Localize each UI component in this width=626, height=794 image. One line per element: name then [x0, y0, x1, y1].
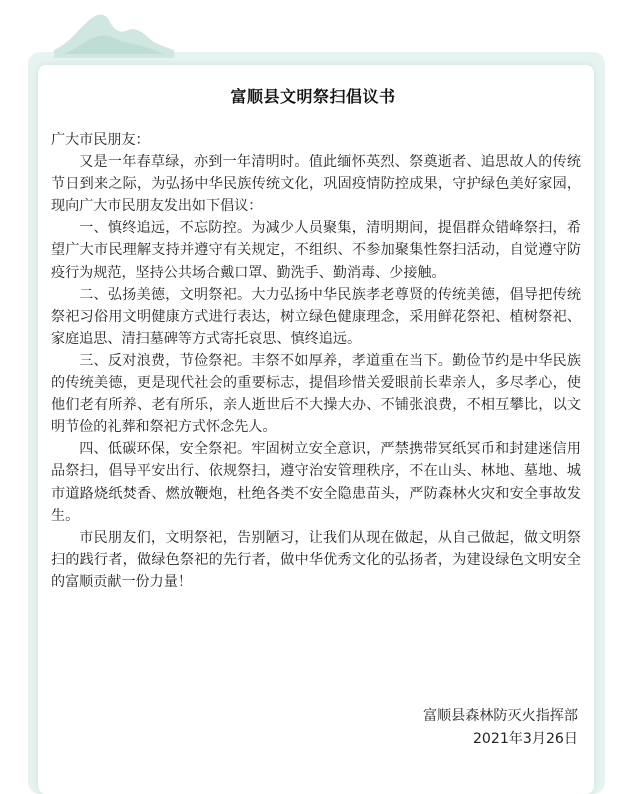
paragraph-closing: 市民朋友们，文明祭祀，告别陋习，让我们从现在做起，从自己做起，做文明祭扫的践行者，做绿色祭祀的先行者，做中华优秀文化的弘扬者，为建设绿色文明安全的富顺贡献一份力量！: [51, 529, 581, 590]
document-body: [51, 129, 581, 593]
signature-block: [423, 705, 578, 750]
paragraph-intro: 又是一年春草绿，亦到一年清明时。值此缅怀英烈、祭奠逝者、追思故人的传统节日到来之际，为弘扬中华民族传统文化，巩固疫情防控成果，守护绿色美好家园，现向广大市民朋友发出如下倡议：: [51, 154, 581, 215]
paragraph-item-4: 四、低碳环保，安全祭祀。牢固树立安全意识，严禁携带冥纸冥币和封建迷信用品祭扫，倡导平安出行、依规祭扫，遵守治安管理秩序，不在山头、林地、墓地、城市道路烧纸焚香、燃放鞭炮，杜绝各类不安全隐患苗头，严防森林火灾和安全事故发生。: [51, 441, 581, 524]
paragraph-item-1: 一、慎终追远，不忘防控。为减少人员聚集，清明期间，提倡群众错峰祭扫，希望广大市民理解支持并遵守有关规定，不组织、不参加聚集性祭扫活动，自觉遵守防疫行为规范，坚持公共场合戴口罩、勤洗手、勤消毒、少接触。: [51, 220, 581, 281]
paragraph-item-3: 三、反对浪费，节俭祭祀。丰祭不如厚养，孝道重在当下。勤俭节约是中华民族的传统美德，更是现代社会的重要标志，提倡珍惜关爱眼前长辈亲人，多尽孝心，使他们老有所养、老有所乐，亲人逝世后不大操大办、不铺张浪费，不相互攀比，以文明节俭的礼葬和祭祀方式怀念先人。: [51, 352, 581, 436]
paragraph-item-2: 二、弘扬美德，文明祭祀。大力弘扬中华民族孝老尊贤的传统美德，倡导把传统祭祀习俗用文明健康方式进行表达，树立绿色健康理念，采用鲜花祭祀、植树祭祀、家庭追思、清扫墓碑等方式寄托哀思、慎终追远。: [51, 286, 581, 347]
salutation: 广大市民朋友：: [51, 132, 150, 148]
signature-organization: 富顺县森林防灭火指挥部: [422, 708, 578, 724]
signature-date: 2021年3月26日: [472, 730, 578, 747]
mountain-decoration-icon: [54, 8, 174, 58]
document-title: 富顺县文明祭扫倡议书: [230, 87, 396, 106]
